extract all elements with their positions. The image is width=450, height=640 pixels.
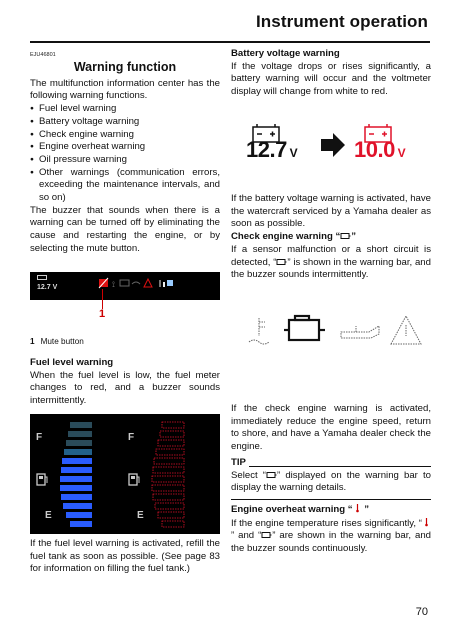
check-engine-text: If a sensor malfunction or a short circuit is detected, “ ” is shown in the warning bar, and the buzzer sounds intermittently. xyxy=(231,243,431,281)
warning-list-item: ● Fuel level warning xyxy=(30,103,220,116)
fuel-warning-after-text: If the fuel level warning is activated, refill the fuel tank as soon as possible. (See page 83 for information on filling the fuel tank.) xyxy=(30,538,220,575)
engine-icon xyxy=(120,280,129,286)
page-number: 70 xyxy=(415,606,428,618)
fuel-gauge-illustration xyxy=(30,414,220,534)
check-engine-after-text: If the check engine warning is activated, immediately reduce the engine speed, return to shore, and have a Yamaha dealer check the engine. xyxy=(231,403,431,453)
header-rule xyxy=(30,41,430,43)
warning-list-item: ● Oil pressure warning xyxy=(30,154,220,167)
warning-list xyxy=(30,103,220,205)
right-column xyxy=(231,48,431,99)
voltage-warning-value: 10.0 V xyxy=(354,137,406,162)
thermometer-icon xyxy=(422,517,431,527)
warning-list-item: ● Check engine warning xyxy=(30,129,220,142)
oil-icon xyxy=(132,282,140,284)
callout-number: 1 xyxy=(99,308,106,320)
battery-warning-title: Battery voltage warning xyxy=(231,48,340,59)
callout-line xyxy=(102,289,103,309)
svg-text:E: E xyxy=(137,510,144,521)
thermometer-icon xyxy=(249,318,269,344)
oil-can-icon xyxy=(341,326,379,338)
tip-header: TIP xyxy=(231,457,431,470)
engine-icon xyxy=(284,316,325,340)
wireless-icon xyxy=(167,280,173,286)
buzzer-text: The buzzer that sounds when there is a warning can be turned off by eliminating the cause and restarting the engine, or by selecting the mute button. xyxy=(30,204,220,254)
tip-box xyxy=(231,457,431,500)
fuel-warning-title: Fuel level warning xyxy=(30,357,114,368)
svg-text:F: F xyxy=(128,432,135,443)
warning-list-item: ● Battery voltage warning xyxy=(30,116,220,129)
fuel-full-label: F xyxy=(36,432,43,443)
check-engine-after-block xyxy=(231,403,431,556)
fuel-warning-text: When the fuel level is low, the fuel meter changes to red, and a buzzer sounds intermittently. xyxy=(30,369,220,407)
tip-text: Select “ ” displayed on the warning bar to display the warning details. xyxy=(231,469,431,494)
multifunction-display-bar xyxy=(30,272,220,300)
page-header-title: Instrument operation xyxy=(255,12,428,31)
engine-icon xyxy=(340,232,351,240)
engine-icon xyxy=(276,258,287,266)
battery-after-block xyxy=(231,193,431,282)
engine-icon xyxy=(266,471,277,479)
warning-list-item: ● Other warnings (communication errors, exceeding the maintenance intervals, and so on) xyxy=(30,167,220,205)
overheat-title: Engine overheat warning “ ” xyxy=(231,503,370,515)
figure-caption: 1 Mute button xyxy=(30,337,84,346)
warning-list-item: ● Engine overheat warning xyxy=(30,141,220,154)
check-engine-title: Check engine warning “ ” xyxy=(231,231,357,243)
battery-icon xyxy=(37,275,47,280)
battery-warning-after-text: If the battery voltage warning is activated, have the watercraft serviced by a Yamaha dealer as soon as possible. xyxy=(231,193,431,230)
thermometer-icon: ⟟ xyxy=(112,280,115,289)
warning-bar-icons xyxy=(98,277,176,289)
thermometer-icon xyxy=(353,503,362,513)
warning-triangle-icon xyxy=(391,316,421,344)
fuel-warning-section xyxy=(30,357,220,408)
warning-triangle-icon xyxy=(144,279,152,287)
doc-code: EJU46801 xyxy=(30,52,56,58)
fuel-empty-label: E xyxy=(45,510,52,521)
tip-end-rule xyxy=(231,499,431,500)
warning-function-title: Warning function xyxy=(73,60,177,74)
warning-icons-illustration xyxy=(231,312,431,352)
left-column xyxy=(30,48,220,256)
warning-function-intro: The multifunction information center has the following warning functions. xyxy=(30,77,220,102)
voltage-normal-value: 12.7 V xyxy=(246,137,298,162)
engine-icon xyxy=(261,531,272,539)
right-arrow-icon xyxy=(321,133,345,157)
overheat-text: If the engine temperature rises significantly, “ ” and “ ” are shown in the warning bar, and the buzzer sounds continuously. xyxy=(231,517,431,555)
display-voltage: 12.7 V xyxy=(37,284,58,291)
battery-warning-text: If the voltage drops or rises significantly, a battery warning will occur and the voltmeter display will change from white to red. xyxy=(231,60,431,98)
